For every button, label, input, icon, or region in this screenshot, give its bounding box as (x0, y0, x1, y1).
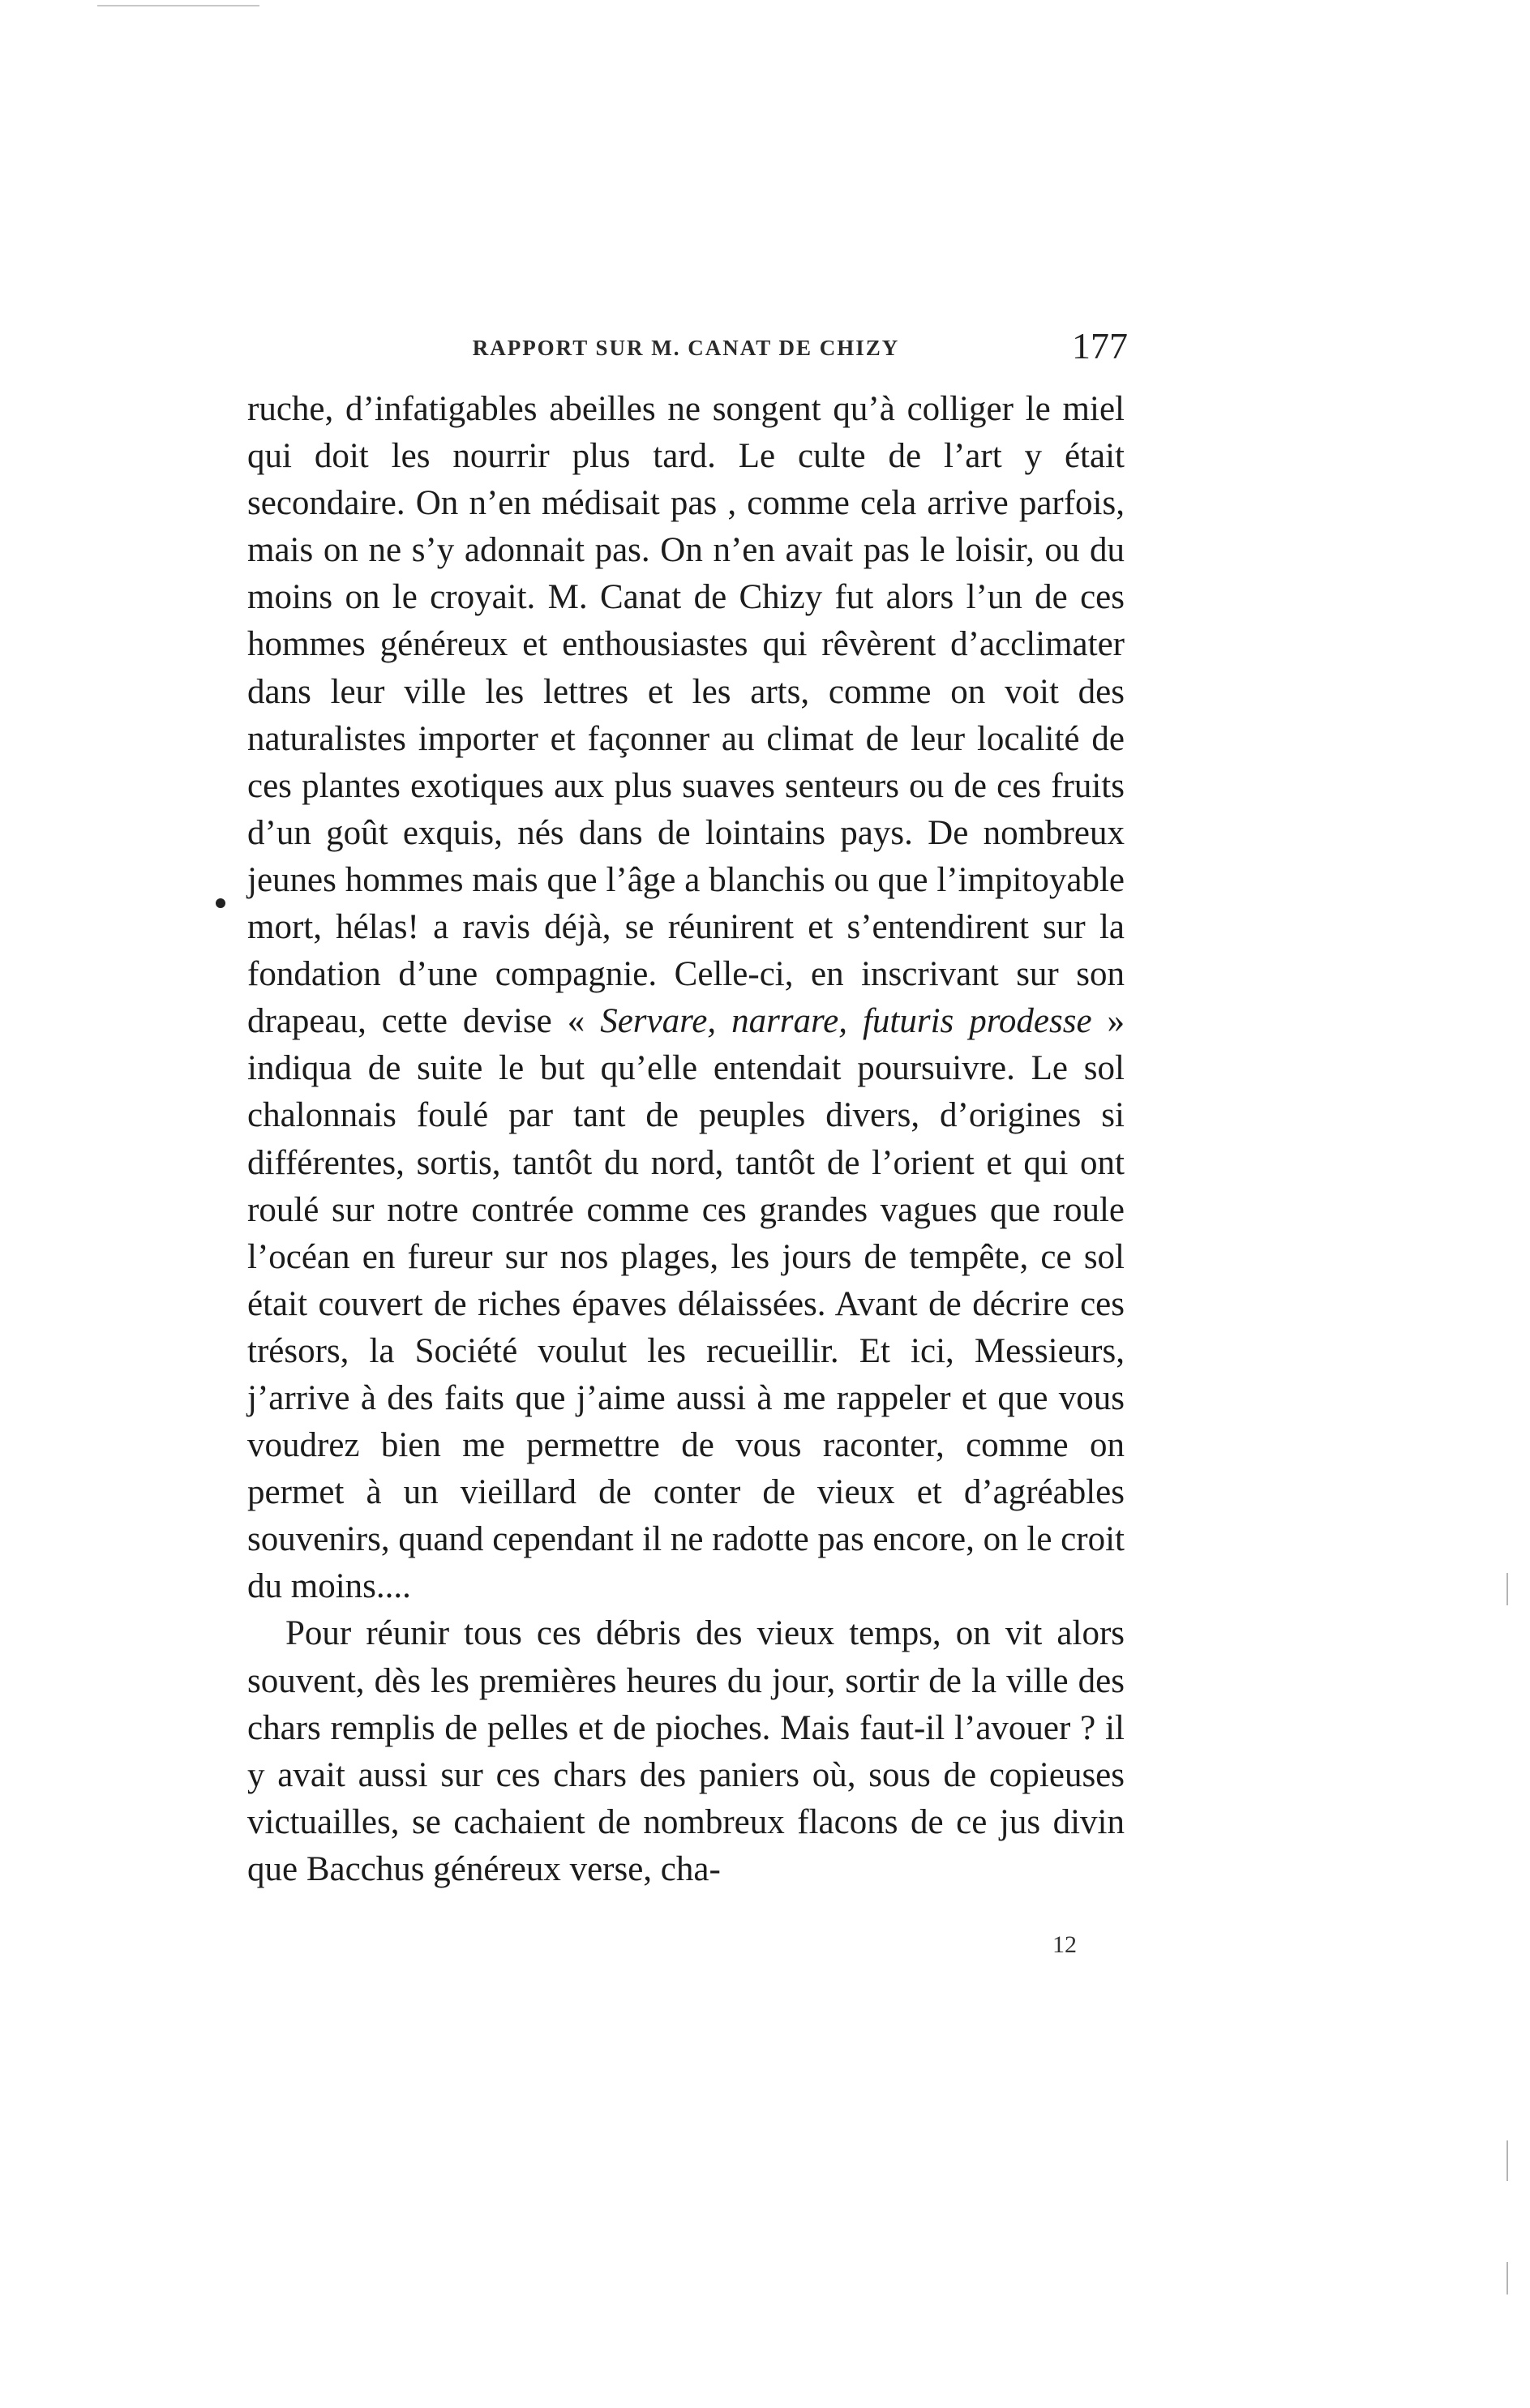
paragraph-2: Pour réunir tous ces débris des vieux temps, on vit alors souvent, dès les premières heures du jour, sortir de la ville des chars remplis de pelles et de pioches. Mais faut-il l’avouer ? il y avait aussi sur ces chars des paniers où, sous de copieuses victuailles, se cachaient de nombreux flacons de ce jus divin que Bacchus généreux verse, cha- (247, 1614, 1125, 1888)
body-text (247, 386, 1125, 1893)
latin-motto: Servare, narrare, futuris prodesse (600, 1002, 1092, 1041)
page-header (247, 325, 1128, 379)
scan-edge-mark (1506, 1573, 1508, 1605)
scan-edge-line (97, 5, 259, 6)
running-title: RAPPORT SUR M. CANAT DE CHIZY (472, 336, 900, 360)
printer-signature: 12 (1052, 1931, 1077, 1958)
scan-edge-mark (1506, 2140, 1508, 2181)
paragraph-1-end: » indiqua de suite le but qu’elle entendait poursuivre. Le sol chalonnais foulé par tant de peuples divers, d’origines si différentes, sortis, tantôt du nord, tantôt de l’orient et qui ont roulé sur notre contrée comme ces grandes vagues que roule l’océan en fureur sur nos plages, les jours de tempête, ce sol était couvert de riches épaves délaissées. Avant de décrire ces trésors, la Société voulut les recueillir. Et ici, Messieurs, j’arrive à des faits que j’aime aussi à me rappeler et que vous voudrez bien me permettre de vous raconter, comme on permet à un vieillard de conter de vieux et d’agréables souvenirs, quand cependant il ne radotte pas encore, on le croit du moins.... (247, 1002, 1125, 1606)
paragraph-1-text: ruche, d’infatigables abeilles ne songent qu’à colliger le miel qui doit les nourrir plus tard. Le culte de l’art y était secondaire. On n’en médisait pas , comme cela arrive parfois, mais on ne s’y adonnait pas. On n’en avait pas le loisir, ou du moins on le croyait. M. Canat de Chizy fut alors l’un de ces hommes généreux et enthousiastes qui rêvèrent d’acclimater dans leur ville les lettres et les arts, comme on voit des naturalistes importer et façonner au climat de leur localité de ces plantes exotiques aux plus suaves senteurs ou de ces fruits d’un goût exquis, nés dans de lointains pays. De nombreux jeunes hommes mais que l’âge a blanchis ou que l’impitoyable mort, hélas! a ravis déjà, se réunirent et s’entendirent sur la fondation d’une compagnie. Celle-ci, en inscrivant sur son drapeau, cette devise « (247, 390, 1125, 1041)
scan-edge-mark (1506, 2262, 1508, 2294)
page-number: 177 (1072, 325, 1128, 366)
ink-spot (216, 898, 225, 908)
paragraph-1 (247, 386, 1125, 1610)
